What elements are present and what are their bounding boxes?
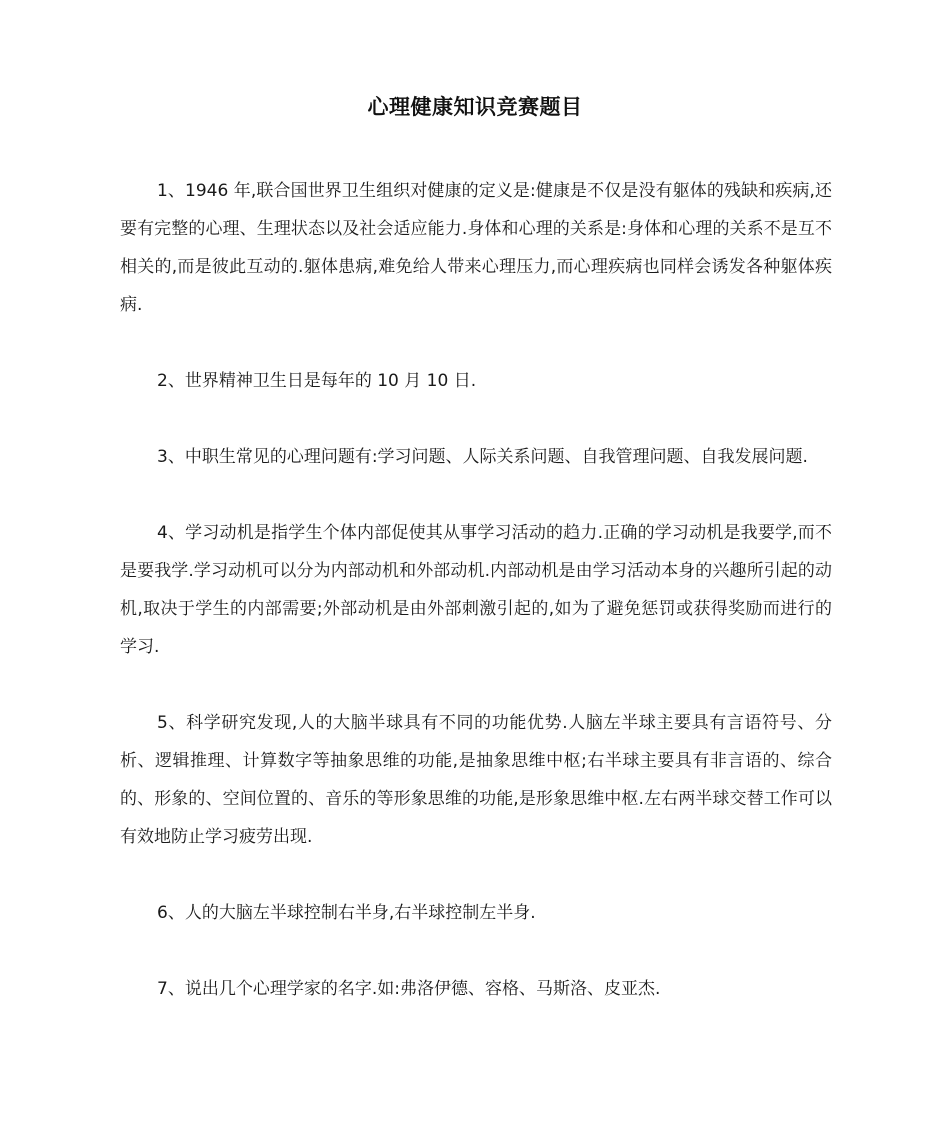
question-paragraph-7: 7、说出几个心理学家的名字.如:弗洛伊德、容格、马斯洛、皮亚杰. [157,979,661,999]
question-paragraph-2: 2、世界精神卫生日是每年的 10 月 10 日. [157,371,477,391]
document-body [120,172,832,1046]
question-paragraph-3: 3、中职生常见的心理问题有:学习问题、人际关系问题、自我管理问题、自我发展问题. [157,447,808,467]
question-paragraph-1: 1、1946 年,联合国世界卫生组织对健康的定义是:健康是不仅是没有躯体的残缺和疾病,还要有完整的心理、生理状态以及社会适应能力.身体和心理的关系是:身体和心理的关系不是互不相关的,而是彼此互动的.躯体患病,难免给人带来心理压力,而心理疾病也同样会诱发各种躯体疾病. [120,181,832,315]
document-title: 心理健康知识竞赛题目 [367,95,583,119]
question-paragraph-6: 6、人的大脑左半球控制右半身,右半球控制左半身. [157,903,536,923]
question-paragraph-5: 5、科学研究发现,人的大脑半球具有不同的功能优势.人脑左半球主要具有言语符号、分析、逻辑推理、计算数字等抽象思维的功能,是抽象思维中枢;右半球主要具有非言语的、综合的、形象的、空间位置的、音乐的等形象思维的功能,是形象思维中枢.左右两半球交替工作可以有效地防止学习疲劳出现. [120,713,832,847]
question-paragraph-4: 4、学习动机是指学生个体内部促使其从事学习活动的趋力.正确的学习动机是我要学,而不是要我学.学习动机可以分为内部动机和外部动机.内部动机是由学习活动本身的兴趣所引起的动机,取决于学生的内部需要;外部动机是由外部刺激引起的,如为了避免惩罚或获得奖励而进行的学习. [120,523,832,657]
